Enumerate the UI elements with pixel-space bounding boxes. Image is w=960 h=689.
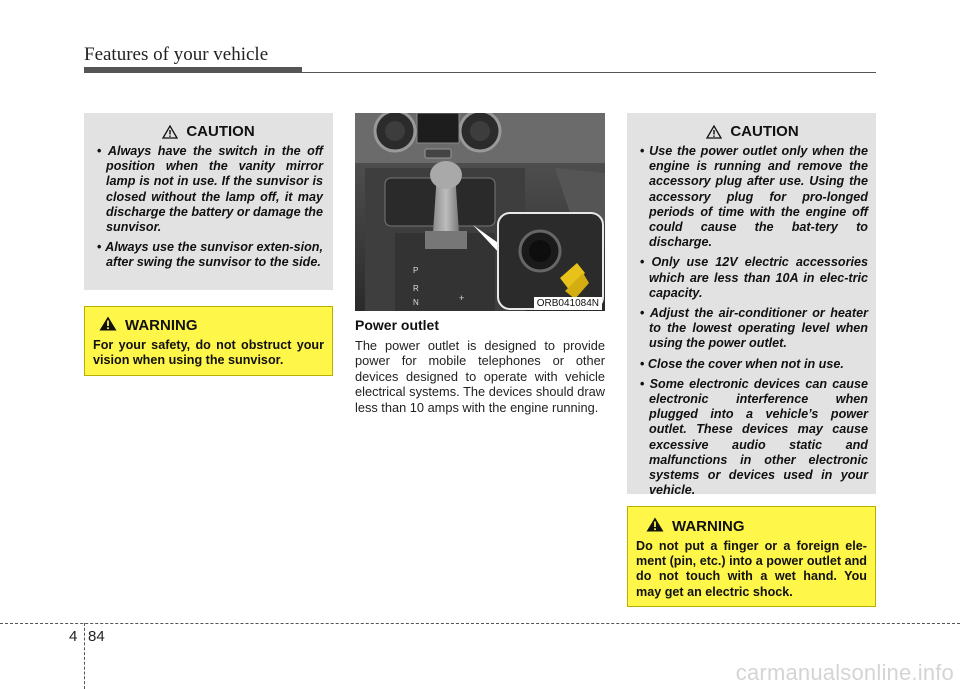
power-outlet-illustration [355,113,605,311]
svg-text:R: R [413,284,419,293]
list-item: • Always have the switch in the off position when the vanity mirror lamp is not in use. If the sunvisor is closed without the lamp off, it may discharge the battery or damage the sunvisor. [94,144,323,235]
left-warning-title: WARNING [125,317,198,334]
section-heading: Power outlet [355,317,440,333]
footer-rule [0,623,960,624]
warning-triangle-icon [99,316,117,335]
header-rule [84,72,876,73]
list-item: • Some electronic devices can cause electronic interference when plugged into a vehicle’s power outlet. These devices may cause excessive audio static and malfunctions in other electronic systems or devices used in your vehicle. [637,377,868,499]
left-warning-box [84,306,333,376]
right-warning-title: WARNING [672,518,745,535]
svg-text:P: P [413,266,419,275]
right-caution-title: CAUTION [730,123,799,140]
left-caution-list [94,144,323,271]
page-number: 84 [88,628,105,645]
right-warning-heading [636,517,867,536]
chapter-number: 4 [69,628,78,645]
warning-triangle-icon [646,517,664,536]
list-item: • Always use the sunvisor exten-sion, after swing the sunvisor to the side. [94,240,323,270]
power-outlet-photo [355,113,605,311]
right-warning-box [627,506,876,607]
footer-divider [84,623,85,689]
list-item: • Close the cover when not in use. [637,357,868,372]
list-item: • Adjust the air-conditioner or heater to the lowest operating level when using the power outlet. [637,306,868,352]
watermark: carmanualsonline.info [735,660,954,685]
section-body: The power outlet is designed to provide power for mobile telephones or other devices designed to operate with vehicle electrical systems. The devices should draw less than 10 amps with the engine running. [355,338,605,415]
caution-triangle-icon [706,125,722,139]
right-warning-text: Do not put a finger or a foreign ele-ment (pin, etc.) into a power outlet and do not touch with a wet hand. You may get an electric shock. [636,539,867,599]
list-item: • Only use 12V electric accessories which are less than 10A in elec-tric capacity. [637,255,868,301]
left-caution-title: CAUTION [186,123,255,140]
right-caution-box [627,113,876,498]
left-caution-heading [94,123,323,140]
right-caution-list [637,144,868,498]
page-header-title: Features of your vehicle [84,44,269,65]
list-item: • Use the power outlet only when the engine is running and remove the accessory plug after use. Using the accessory plug for pro-longed periods of time with the engine off could cause the bat-tery to discharge. [637,144,868,250]
photo-reference-code: ORB041084N [534,297,602,310]
right-caution-heading [637,123,868,140]
svg-text:+: + [459,293,465,303]
left-warning-heading [93,316,324,335]
left-caution-box [84,113,333,290]
left-warning-text: For your safety, do not obstruct your vision when using the sunvisor. [93,338,324,368]
caution-triangle-icon [162,125,178,139]
svg-text:N: N [413,298,419,307]
